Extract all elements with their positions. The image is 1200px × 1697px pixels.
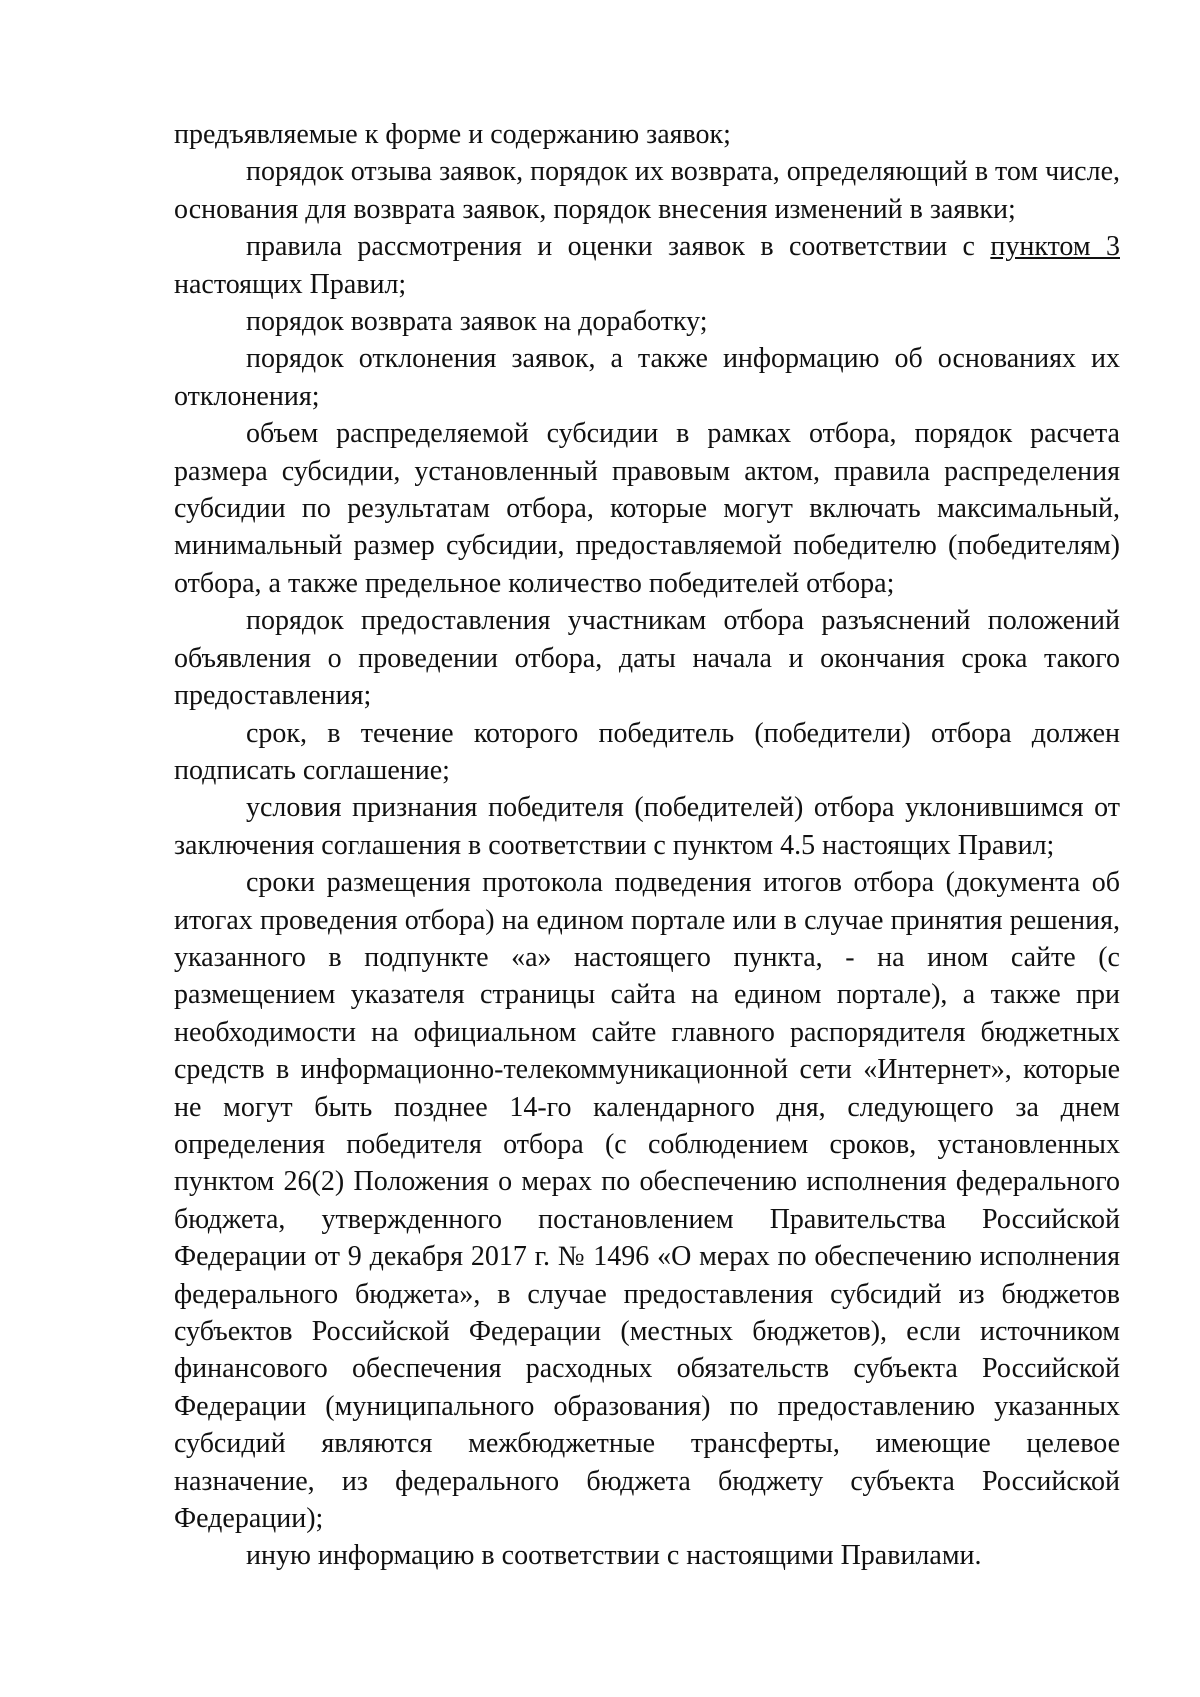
reference-link-clause-3[interactable]: пунктом 3 <box>990 231 1120 263</box>
paragraph-other-information: иную информацию в соответствии с настоящими Правилами. <box>246 1540 982 1572</box>
paragraph-subsidy-volume: объем распределяемой субсидии в рамках отбора, порядок расчета размера субсидии, установленный правовым актом, правила распределения субсидии по результатам отбора, которые могут включать максимальный, минимальный размер субсидии, предоставляемой победителю (победителям) отбора, а также предельное количество победителей отбора; <box>174 418 1120 599</box>
paragraph-rejection-procedure: порядок отклонения заявок, а также информацию об основаниях их отклонения; <box>174 343 1120 412</box>
paragraph-protocol-publication: сроки размещения протокола подведения итогов отбора (документа об итогах проведения отбора) на едином портале или в случае принятия решения, указанного в подпункте «а» настоящего пункта, - на ином сайте (с размещением указателя страницы сайта на едином портале), а также при необходимости на официальном сайте главного распорядителя бюджетных средств в информационно-телекоммуникационной сети «Интернет», которые не могут быть позднее 14-го календарного дня, следующего за днем определения победителя отбора (с соблюдением сроков, установленных пунктом 26(2) Положения о мерах по обеспечению исполнения федерального бюджета, утвержденного постановлением Правительства Российской Федерации от 9 декабря 2017 г. № 1496 «О мерах по обеспечению исполнения федерального бюджета», в случае предоставления субсидий из бюджетов субъектов Российской Федерации (местных бюджетов), если источником финансового обеспечения расходных обязательств субъекта Российской Федерации (муниципального образования) по предоставлению указанных субсидий являются межбюджетные трансферты, имеющие целевое назначение, из федерального бюджета бюджету субъекта Российской Федерации); <box>174 867 1120 1535</box>
review-rules-text-start: правила рассмотрения и оценки заявок в соответствии с <box>246 231 991 263</box>
paragraph-application-requirements: предъявляемые к форме и содержанию заявок; <box>174 119 731 150</box>
paragraph-review-rules <box>174 228 1120 303</box>
review-rules-text-end: настоящих Правил; <box>174 268 407 300</box>
paragraph-return-for-revision: порядок возврата заявок на доработку; <box>246 306 708 338</box>
document-body <box>174 116 1120 1575</box>
paragraph-withdrawal-procedure: порядок отзыва заявок, порядок их возврата, определяющий в том числе, основания для возврата заявок, порядок внесения изменений в заявки; <box>174 156 1120 225</box>
paragraph-agreement-deadline: срок, в течение которого победитель (победители) отбора должен подписать соглашение; <box>174 717 1120 786</box>
paragraph-clarifications: порядок предоставления участникам отбора разъяснений положений объявления о проведении отбора, даты начала и окончания срока такого предоставления; <box>174 605 1120 712</box>
paragraph-evasion-conditions: условия признания победителя (победителей) отбора уклонившимся от заключения соглашения в соответствии с пунктом 4.5 настоящих Правил; <box>174 792 1120 861</box>
